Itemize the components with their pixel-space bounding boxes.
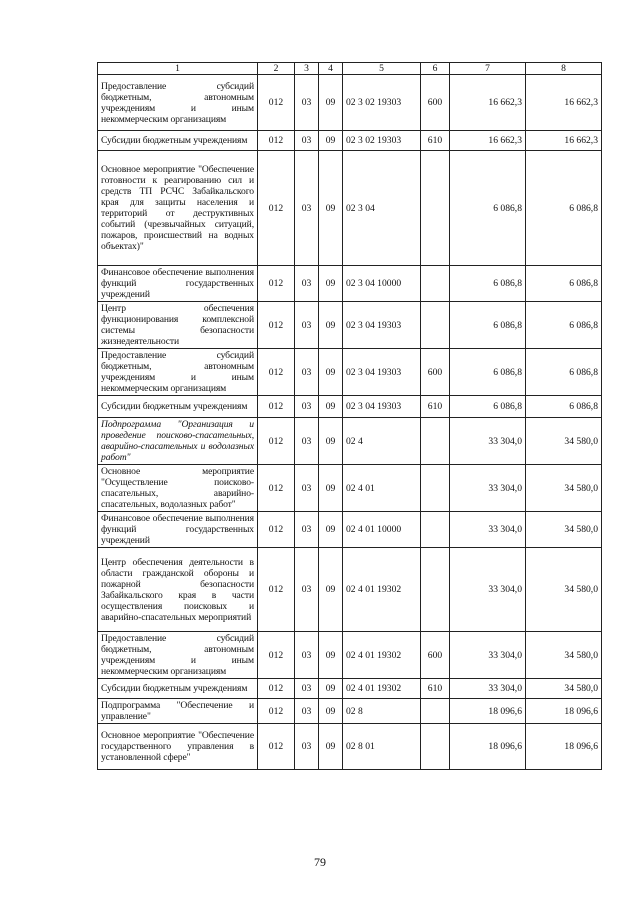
table-row bbox=[98, 548, 602, 632]
target-article-cell: 02 4 01 19302 bbox=[343, 632, 421, 679]
target-article-cell: 02 3 04 19303 bbox=[343, 349, 421, 396]
amount-year1-cell: 6 086,8 bbox=[450, 302, 526, 349]
subsection-code-cell: 09 bbox=[319, 512, 343, 548]
amount-year2-cell: 34 580,0 bbox=[526, 632, 602, 679]
target-article-cell: 02 4 01 19302 bbox=[343, 679, 421, 699]
section-code-cell: 03 bbox=[295, 131, 319, 151]
subsection-code-cell: 09 bbox=[319, 465, 343, 512]
target-article-cell: 02 3 02 19303 bbox=[343, 131, 421, 151]
amount-year1-cell: 18 096,6 bbox=[450, 724, 526, 770]
table-row bbox=[98, 396, 602, 418]
target-article-cell: 02 4 bbox=[343, 418, 421, 465]
expense-type-cell bbox=[421, 699, 450, 724]
subsection-code-cell: 09 bbox=[319, 632, 343, 679]
grbs-code-cell: 012 bbox=[258, 679, 295, 699]
amount-year2-cell: 34 580,0 bbox=[526, 679, 602, 699]
grbs-code-cell: 012 bbox=[258, 131, 295, 151]
subsection-code-cell: 09 bbox=[319, 151, 343, 266]
section-code-cell: 03 bbox=[295, 75, 319, 131]
column-header: 8 bbox=[526, 63, 602, 75]
amount-year2-cell: 34 580,0 bbox=[526, 418, 602, 465]
row-name-cell: Предоставление субсидий бюджетным, автономным учреждениям и иным некоммерческим организациям bbox=[98, 349, 258, 396]
expense-type-cell bbox=[421, 266, 450, 302]
amount-year2-cell: 6 086,8 bbox=[526, 302, 602, 349]
section-code-cell: 03 bbox=[295, 396, 319, 418]
amount-year1-cell: 6 086,8 bbox=[450, 151, 526, 266]
amount-year1-cell: 16 662,3 bbox=[450, 75, 526, 131]
amount-year1-cell: 16 662,3 bbox=[450, 131, 526, 151]
expense-type-cell: 610 bbox=[421, 679, 450, 699]
grbs-code-cell: 012 bbox=[258, 512, 295, 548]
amount-year1-cell: 33 304,0 bbox=[450, 418, 526, 465]
row-name-cell: Предоставление субсидий бюджетным, автономным учреждениям и иным некоммерческим организациям bbox=[98, 632, 258, 679]
grbs-code-cell: 012 bbox=[258, 266, 295, 302]
target-article-cell: 02 4 01 bbox=[343, 465, 421, 512]
target-article-cell: 02 8 01 bbox=[343, 724, 421, 770]
row-name-cell: Основное мероприятие "Осуществление поисково-спасательных, аварийно-спасательных, водолазных работ" bbox=[98, 465, 258, 512]
column-header: 4 bbox=[319, 63, 343, 75]
page-number: 79 bbox=[314, 855, 326, 869]
amount-year2-cell: 34 580,0 bbox=[526, 465, 602, 512]
target-article-cell: 02 3 04 bbox=[343, 151, 421, 266]
column-header: 2 bbox=[258, 63, 295, 75]
target-article-cell: 02 3 04 19303 bbox=[343, 396, 421, 418]
target-article-cell: 02 4 01 19302 bbox=[343, 548, 421, 632]
subsection-code-cell: 09 bbox=[319, 266, 343, 302]
expense-type-cell: 600 bbox=[421, 632, 450, 679]
column-header: 3 bbox=[295, 63, 319, 75]
row-name-cell: Основное мероприятие "Обеспечение готовности к реагированию сил и средств ТП РСЧС Забайкальского края для защиты населения и территорий от деструктивных событий (чрезвычайных ситуаций, пожаров, происшествий на водных объектах)" bbox=[98, 151, 258, 266]
expense-type-cell bbox=[421, 512, 450, 548]
amount-year2-cell: 34 580,0 bbox=[526, 548, 602, 632]
amount-year2-cell: 6 086,8 bbox=[526, 151, 602, 266]
target-article-cell: 02 4 01 10000 bbox=[343, 512, 421, 548]
amount-year2-cell: 18 096,6 bbox=[526, 699, 602, 724]
section-code-cell: 03 bbox=[295, 349, 319, 396]
subsection-code-cell: 09 bbox=[319, 724, 343, 770]
table-row bbox=[98, 512, 602, 548]
amount-year2-cell: 6 086,8 bbox=[526, 349, 602, 396]
section-code-cell: 03 bbox=[295, 418, 319, 465]
expense-type-cell: 600 bbox=[421, 75, 450, 131]
section-code-cell: 03 bbox=[295, 699, 319, 724]
subsection-code-cell: 09 bbox=[319, 302, 343, 349]
table-row bbox=[98, 632, 602, 679]
expense-type-cell: 610 bbox=[421, 396, 450, 418]
subsection-code-cell: 09 bbox=[319, 679, 343, 699]
table-row bbox=[98, 131, 602, 151]
subsection-code-cell: 09 bbox=[319, 75, 343, 131]
section-code-cell: 03 bbox=[295, 724, 319, 770]
amount-year1-cell: 6 086,8 bbox=[450, 396, 526, 418]
table-row bbox=[98, 724, 602, 770]
amount-year1-cell: 33 304,0 bbox=[450, 679, 526, 699]
grbs-code-cell: 012 bbox=[258, 75, 295, 131]
row-name-cell: Предоставление субсидий бюджетным, автономным учреждениям и иным некоммерческим организациям bbox=[98, 75, 258, 131]
expense-type-cell: 600 bbox=[421, 349, 450, 396]
column-header: 1 bbox=[98, 63, 258, 75]
table-row bbox=[98, 151, 602, 266]
column-header: 5 bbox=[343, 63, 421, 75]
table-row bbox=[98, 349, 602, 396]
grbs-code-cell: 012 bbox=[258, 151, 295, 266]
row-name-cell: Основное мероприятие "Обеспечение государственного управления в установленной сфере" bbox=[98, 724, 258, 770]
amount-year1-cell: 33 304,0 bbox=[450, 548, 526, 632]
grbs-code-cell: 012 bbox=[258, 699, 295, 724]
amount-year1-cell: 6 086,8 bbox=[450, 266, 526, 302]
amount-year1-cell: 33 304,0 bbox=[450, 512, 526, 548]
table-row bbox=[98, 679, 602, 699]
section-code-cell: 03 bbox=[295, 266, 319, 302]
amount-year2-cell: 16 662,3 bbox=[526, 75, 602, 131]
expense-type-cell bbox=[421, 151, 450, 266]
amount-year2-cell: 6 086,8 bbox=[526, 396, 602, 418]
row-name-cell: Центр обеспечения деятельности в области гражданской обороны и пожарной безопасности Забайкальского края в части осуществления поисковых и аварийно-спасательных мероприятий bbox=[98, 548, 258, 632]
amount-year1-cell: 18 096,6 bbox=[450, 699, 526, 724]
target-article-cell: 02 3 04 19303 bbox=[343, 302, 421, 349]
section-code-cell: 03 bbox=[295, 679, 319, 699]
table-row bbox=[98, 465, 602, 512]
expense-type-cell bbox=[421, 465, 450, 512]
subsection-code-cell: 09 bbox=[319, 699, 343, 724]
subsection-code-cell: 09 bbox=[319, 548, 343, 632]
grbs-code-cell: 012 bbox=[258, 548, 295, 632]
amount-year1-cell: 33 304,0 bbox=[450, 465, 526, 512]
amount-year2-cell: 16 662,3 bbox=[526, 131, 602, 151]
grbs-code-cell: 012 bbox=[258, 418, 295, 465]
row-name-cell: Подпрограмма "Обеспечение и управление" bbox=[98, 699, 258, 724]
section-code-cell: 03 bbox=[295, 548, 319, 632]
amount-year1-cell: 6 086,8 bbox=[450, 349, 526, 396]
grbs-code-cell: 012 bbox=[258, 302, 295, 349]
target-article-cell: 02 3 04 10000 bbox=[343, 266, 421, 302]
section-code-cell: 03 bbox=[295, 302, 319, 349]
column-header: 7 bbox=[450, 63, 526, 75]
table-row bbox=[98, 75, 602, 131]
row-name-cell: Финансовое обеспечение выполнения функций государственных учреждений bbox=[98, 266, 258, 302]
subsection-code-cell: 09 bbox=[319, 418, 343, 465]
row-name-cell: Субсидии бюджетным учреждениям bbox=[98, 679, 258, 699]
table-row bbox=[98, 418, 602, 465]
subsection-code-cell: 09 bbox=[319, 131, 343, 151]
row-name-cell: Центр обеспечения функционирования комплексной системы безопасности жизнедеятельности bbox=[98, 302, 258, 349]
target-article-cell: 02 3 02 19303 bbox=[343, 75, 421, 131]
amount-year1-cell: 33 304,0 bbox=[450, 632, 526, 679]
expense-type-cell bbox=[421, 548, 450, 632]
row-name-cell: Финансовое обеспечение выполнения функций государственных учреждений bbox=[98, 512, 258, 548]
section-code-cell: 03 bbox=[295, 151, 319, 266]
table-row bbox=[98, 699, 602, 724]
grbs-code-cell: 012 bbox=[258, 632, 295, 679]
table-row bbox=[98, 302, 602, 349]
amount-year2-cell: 6 086,8 bbox=[526, 266, 602, 302]
budget-table bbox=[97, 62, 602, 770]
subsection-code-cell: 09 bbox=[319, 349, 343, 396]
table-header-row bbox=[98, 63, 602, 75]
grbs-code-cell: 012 bbox=[258, 724, 295, 770]
expense-type-cell bbox=[421, 418, 450, 465]
table-row bbox=[98, 266, 602, 302]
subsection-code-cell: 09 bbox=[319, 396, 343, 418]
amount-year2-cell: 34 580,0 bbox=[526, 512, 602, 548]
expense-type-cell: 610 bbox=[421, 131, 450, 151]
section-code-cell: 03 bbox=[295, 512, 319, 548]
grbs-code-cell: 012 bbox=[258, 349, 295, 396]
grbs-code-cell: 012 bbox=[258, 465, 295, 512]
row-name-cell: Субсидии бюджетным учреждениям bbox=[98, 131, 258, 151]
amount-year2-cell: 18 096,6 bbox=[526, 724, 602, 770]
expense-type-cell bbox=[421, 302, 450, 349]
target-article-cell: 02 8 bbox=[343, 699, 421, 724]
row-name-cell: Субсидии бюджетным учреждениям bbox=[98, 396, 258, 418]
row-name-cell: Подпрограмма "Организация и проведение поисково-спасательных, аварийно-спасательных и водолазных работ" bbox=[98, 418, 258, 465]
section-code-cell: 03 bbox=[295, 632, 319, 679]
section-code-cell: 03 bbox=[295, 465, 319, 512]
column-header: 6 bbox=[421, 63, 450, 75]
expense-type-cell bbox=[421, 724, 450, 770]
grbs-code-cell: 012 bbox=[258, 396, 295, 418]
